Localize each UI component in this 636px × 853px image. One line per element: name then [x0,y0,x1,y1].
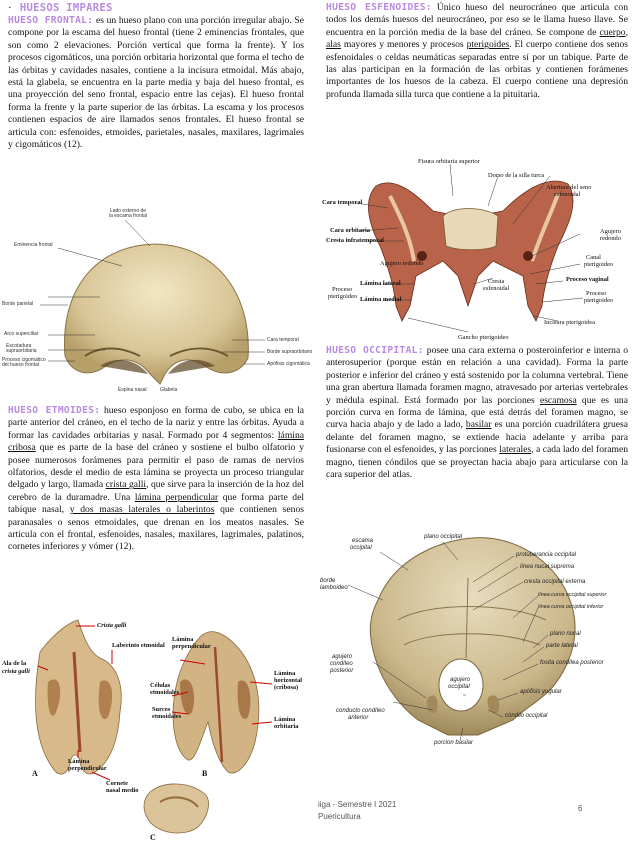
label-cornete-nasal-medio: Cornete [106,780,129,787]
label-linea-curva-superior: línea curva occipital superior [538,592,607,598]
label-cara-orbitaria: Cara orbitaria [330,227,370,234]
label-abertura-seno-2: esfenoidal [554,191,581,198]
label-agujero-redondo: Agujero redondo [380,260,424,267]
label-borde-parietal: Borde parietal [2,301,34,307]
label-cresta-esfenoidal: Cresta [488,278,505,285]
label-fosita-condilea: fosita condílea posterior [540,660,604,666]
label-escotadura-supraorbitaria: Escotadura supraorbitaria [6,343,37,354]
footer [318,800,396,821]
label-celulas-etmoidales-2: etmoidales [150,689,180,696]
footer-course: iiga - Semestre I 2021 [318,800,397,809]
label-cornete-nasal-medio-2: nasal medio [106,787,139,794]
occipital-paragraph [326,345,628,481]
label-celulas-etmoidales: Células [150,682,171,689]
label-surcos-etmoidales-2: etmoidales [152,713,182,720]
label-lamina-horizontal: Lámina [274,670,296,677]
label-lamina-horizontal-3: (cribosa) [274,684,299,691]
frontal-bone-illustration [0,206,313,401]
label-lamina-orbitaria-2: orbitaria [274,723,299,730]
etmoides-text-2: que es parte de la base del cráneo y sostiene el bulbo olfatorio y posee numerosos forámenes para permitir el paso de ramas de nervios olfatorios, desde el medio de esta lámina se proyecta un proceso triangular delgado y largo, llamada [8,442,304,491]
label-agujero-occipital-2: occipital [448,684,470,690]
label-plano-nucal: plano nucal [550,631,581,637]
label-lamina-perpendicular-b-2: perpendicular [172,643,211,650]
frontal-title: HUESO FRONTAL: [8,15,94,26]
label-agujero-condileo-2: condíleo [330,661,353,667]
label-laberinto-etmoidal: Laberinto etmoidal [112,642,165,649]
label-ala-crista-galli: Ala de la [2,660,27,667]
label-cresta-occipital-externa: cresta occipital externa [524,579,586,585]
etmoides-text-5: que contienen senos paranasales o senos etmoidales, que drenan en los meatos nasales. Se articula con el frontal, esfenoides, nasales, maxilares, lagrimales, palatinos, cornetes inferiores y vómer (12). [8,504,304,553]
label-dorso-silla-turca: Dorso de la silla turca [488,172,545,179]
label-condilo-occipital: cóndilo occipital [505,713,548,719]
label-cara-temporal: Cara temporal [322,199,363,206]
frontal-bone-figure [0,206,313,401]
label-figure-c: C [150,833,156,842]
label-plano-occipital: plano occipital [424,534,463,540]
label-lamina-lateral: Lámina lateral [360,280,401,287]
label-cara-temporal: Cara temporal [267,337,299,343]
esfenoides-text-2: , [625,26,628,38]
label-apofisis-cigomatica: Apófisis cigomática [267,361,310,367]
term-laterales: laterales [499,444,532,456]
occipital-text-2: que es una porción curva en forma de lámina, que está detrás del foramen magno, se curva hacia abajo y de lado a lado, [326,394,628,431]
label-proceso-pterigoideo-2: pterigoideo [328,293,358,300]
label-canal-pterigoideo: Canal [586,254,601,261]
label-escama-lado-externo: Lado externo de la escama frontal [108,208,148,219]
label-espina-nasal: Espina nasal [118,387,147,393]
label-linea-curva-inferior: línea curva occipital inferior [538,604,604,610]
label-fisura-orbitaria: Fisura orbitaria superior [418,158,480,165]
etmoides-text-3: , que sirve para la inserción de la hoz del cerebro de la duramadre. Una [8,479,304,503]
label-lamina-medial: Lámina medial [360,296,402,303]
label-canal-pterigoideo-2: pterigoideo [584,261,614,268]
label-borde-lamboideo: borde [320,578,336,584]
esfenoides-text-4: . El cuerpo contiene dos senos esfenoidales o celdas neumáticas separadas entre sí por un tabique. Parte de las alas participan en la formación de las orbitas y contienen forámenes importantes de los huesos de la cabeza. El cuerpo contiene una depresión profunda llamada silla turca que contiene a la pituitaria. [326,39,628,100]
label-borde-lamboideo-2: lamboideo [320,585,348,591]
label-lamina-perpendicular-a: Lámina [68,758,90,765]
term-basilar: basilar [465,419,492,431]
label-lamina-horizontal-2: horizontal [274,677,303,684]
occipital-title: HUESO OCCIPITAL: [326,345,424,356]
label-surcos-etmoidales: Surcos [152,706,171,713]
label-crista-galli: Crista galli [97,622,127,629]
left-column [8,2,304,151]
page-number: 6 [578,804,583,813]
frontal-text: es un hueso plano con una porción irregular abajo. Se compone por la escama del hueso frontal (tiene 2 eminencias frontales, que son como 2 elevaciones. Porción vertical que forma la frente). Y los procesos cigomáticos, una porción orbitaria horizontal que forma el techo de las órbitas y cavidades nasales, contiene a la incisura etmoidal. Más abajo, está la glabela, se encuentra en la parte media y baja del hueso frontal, es una proyección del seno frontal, espacio entre las cejas). El hueso frontal forma la frente y la parte superior de las órbitas. La escama y los procesos contienen espacios de aire llamados senos frontales. El hueso frontal se articula con: esfenoides, etmoides, parietales, nasales, maxilares, lagrimales y cigomáticos (12). [8,15,304,151]
etmoides-text-4: que forma parte del tabique nasal, [8,491,304,516]
occipital-bone-figure [318,530,636,756]
label-lamina-perpendicular-b: Lámina [172,636,194,643]
term-lamina-perpendicular: lámina perpendicular [134,491,219,503]
sphenoid-bone-figure [318,156,636,344]
esfenoides-text-1: Único hueso del neurocráneo que articula con todos los demás huesos del neurocráneo, por eso se le llama hueso llave. Se encuentra en la porción media de la base del cráneo. Se compone de [326,2,628,38]
label-ala-crista-galli-2: crista galli [2,668,30,675]
etmoides-paragraph [8,405,304,611]
etmoides-title: HUESO ETMOIDES: [8,405,101,416]
label-eminencia-frontal: Eminencia frontal [14,242,53,248]
esfenoides-paragraph [326,2,628,101]
label-incisura-pterigoidea: Incisura pterigoidea [544,319,595,326]
label-lamina-perpendicular-a-2: perpendicular [68,765,107,772]
term-masas-laterales: y dos masas laterales o laberintos [69,504,215,516]
etmoides-text-1: hueso esponjoso en forma de cubo, se ubica en la parte anterior del cráneo, en el techo de la nariz y entre las órbitas. Ayuda a formar las cavidades orbitarias y nasal. Formado por 4 segmentos: [8,405,304,441]
footer-subject: Puericultura [318,812,361,821]
label-agujero-redondo-r: Agujero [600,228,621,235]
label-conducto-condileo: conducto condíleo [336,708,385,714]
label-linea-nucal-suprema: línea nucal suprema [520,564,575,570]
occipital-text-4: , a cada lado del foramen magno, tienen cóndilos que se proyectan hacia abajo para articularse con la cara superior del atlas. [326,444,628,481]
occipital-bone-illustration [318,530,636,756]
bullet: · [8,2,12,14]
label-protuberancia-occipital: protuberancia occipital [516,552,577,558]
label-porcion-basilar: porcion basilar [434,740,474,746]
esfenoides-text-3: mayores y menores y procesos [340,39,467,51]
label-agujero-redondo-r-2: redondo [600,235,621,242]
label-proceso-pterigoideo-r-2: pterigoideo [584,297,614,304]
label-proceso-vaginal: Proceso vaginal [566,276,609,283]
label-proceso-cigomatico: Proceso cigomático del hueso frontal [2,357,46,368]
term-pterigoides: pterigoides [466,39,510,51]
esfenoides-title: HUESO ESFENOIDES: [326,2,432,13]
term-cuerpo: cuerpo [599,26,626,38]
label-cresta-infratemporal: Cresta infratemporal [326,237,384,244]
label-borde-supraorbitario: Borde supraorbitario [267,349,313,355]
label-parte-lateral: parte lateral [546,643,578,649]
term-crista-galli: crista galli [105,479,147,491]
label-figure-b: B [202,769,208,778]
label-lamina-orbitaria: Lámina [274,716,296,723]
label-agujero-condileo: agujero [332,654,353,660]
term-escamosa: escamosa [539,394,577,406]
section-title-row [8,2,304,15]
label-agujero-condileo-3: posterior [330,668,354,674]
term-lamina-cribosa: lámina cribosa [8,429,304,454]
frontal-paragraph [8,15,304,151]
label-agujero-occipital: agujero [450,677,471,683]
term-alas: alas [326,39,341,51]
occipital-text-3: es una porción cuadrilátera gruesa delante del foramen magno, se extiende hacia adelante y arriba para fusionarse con el esfenoides, y las porciones [326,419,628,456]
label-figure-a: A [32,769,38,778]
label-proceso-pterigoideo-r: Proceso [586,290,607,297]
ethmoid-bone-figure [0,612,310,848]
label-escama-occipital-2: occipital [350,545,372,551]
occipital-text-1: posee una cara externa o posteroinferior e interna o anterosuperior (porque están en relación a una cavidad). Forma la parte posterior e inferior del cráneo y está sostenido por la columna vertebral. Tiene una gran abertura llamada foramen magno, atravesado por arterias vertebrales y médula espinal. Está formado por las porciones [326,345,628,406]
label-proceso-pterigoideo: Proceso [332,286,353,293]
section-title: HUESOS IMPARES [19,2,113,14]
label-apofisis-yugular: apófisis yugular [520,689,562,695]
label-cresta-esfenoidal-2: esfenoidal [483,285,510,292]
label-escama-occipital: escama [352,538,374,544]
label-conducto-condileo-2: anterior [348,715,369,721]
label-abertura-seno: Abertura del seno [546,184,592,191]
label-gancho-pterigoideo: Gancho pterigoideo [458,334,509,341]
label-glabela: Glabela [160,387,178,393]
label-arco-superciliar: Arco superciliar [4,331,39,337]
